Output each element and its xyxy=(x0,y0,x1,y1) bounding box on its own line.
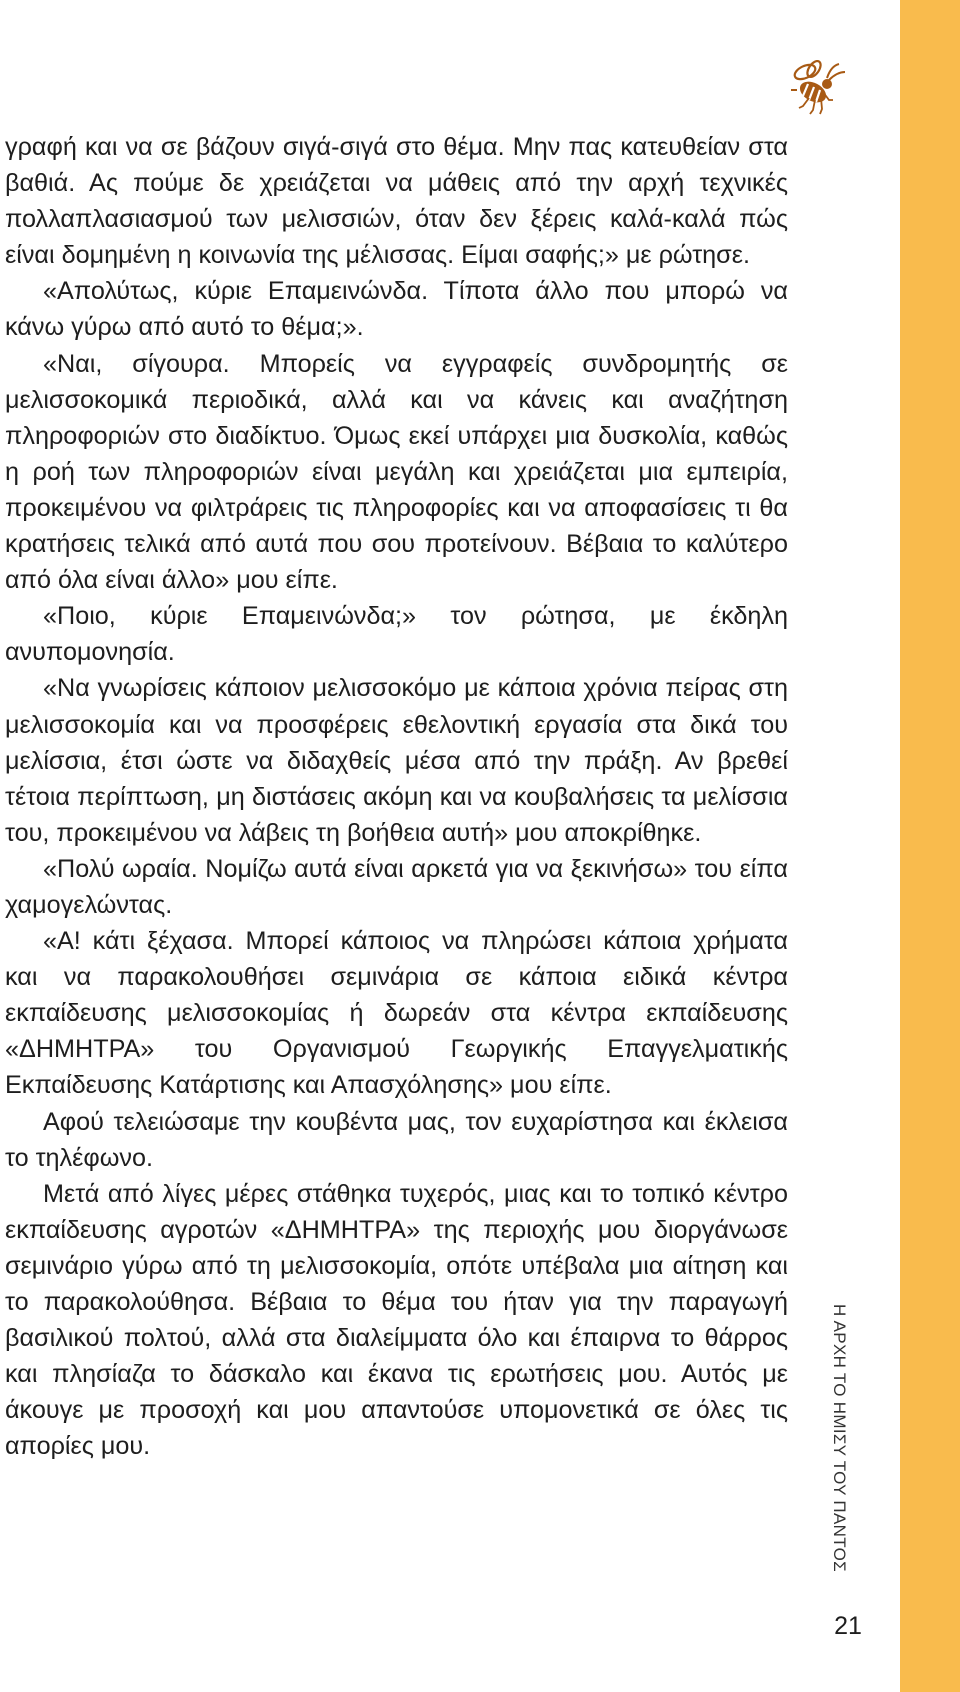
paragraph: «Ναι, σίγουρα. Μπορείς να εγγραφείς συνδρομητής σε μελισσοκομικά περιοδικά, αλλά και να κάνεις και αναζήτηση πληροφοριών στο διαδίκτυο. Όμως εκεί υπάρχει μια δυσκολία, καθώς η ροή των πληροφοριών είναι μεγάλη και χρειάζεται μια εμπειρία, προκειμένου να φιλτράρεις τις πληροφορίες και να αποφασίσεις τι θα κρατήσεις τελικά από αυτά που σου προτείνουν. Βέβαια το καλύτερο από όλα είναι άλλο» μου είπε. xyxy=(5,349,788,595)
paragraph: γραφή και να σε βάζουν σιγά-σιγά στο θέμα. Μην πας κατευθείαν στα βαθιά. Ας πούμε δε χρειάζεται να μάθεις από την αρχή τεχνικές πολλαπλασιασμού των μελισσιών, όταν δεν ξέρεις καλά-καλά πώς είναι δομημένη η κοινωνία της μέλισσας. Είμαι σαφής;» με ρώτησε. xyxy=(5,133,788,270)
paragraph: «Α! κάτι ξέχασα. Μπορεί κάποιος να πληρώσει κάποια χρήματα και να παρακολουθήσει σεμινάρια σε κάποια ειδικά κέντρα εκπαίδευσης μελισσοκομίας ή δωρεάν στα κέντρα εκπαίδευσης «ΔΗΜΗΤΡΑ» του Οργανισμού Γεωργικής Επαγγελματικής Εκπαίδευσης Κατάρτισης και Απασχόλησης» μου είπε. xyxy=(5,927,788,1100)
paragraph: «Πολύ ωραία. Νομίζω αυτά είναι αρκετά για να ξεκινήσω» του είπα χαμογελώντας. xyxy=(5,854,788,919)
running-title-text: Η ΑΡΧΗ ΤΟ ΗΜΙΣΥ ΤΟΥ ΠΑΝΤΟΣ xyxy=(830,1304,849,1572)
body-text xyxy=(5,129,788,1464)
paragraph: «Απολύτως, κύριε Επαμεινώνδα. Τίποτα άλλο που μπορώ να κάνω γύρω από αυτό το θέμα;». xyxy=(5,277,788,342)
paragraph: «Να γνωρίσεις κάποιον μελισσοκόμο με κάποια χρόνια πείρας στη μελισσοκομία και να προσφέρεις εθελοντική εργασία στα δικά του μελίσσια, έτσι ώστε να διδαχθείς μέσα από την πράξη. Αν βρεθεί τέτοια περίπτωση, μη διστάσεις ακόμη και να κουβαλήσεις τα μελίσσια του, προκειμένου να λάβεις τη βοήθεια αυτή» μου αποκρίθηκε. xyxy=(5,674,788,847)
bee-icon xyxy=(783,60,847,120)
page-edge-strip xyxy=(900,0,960,1692)
page-number: 21 xyxy=(834,1612,862,1640)
paragraph: Μετά από λίγες μέρες στάθηκα τυχερός, μιας και το τοπικό κέντρο εκπαίδευσης αγροτών «ΔΗΜΗΤΡΑ» της περιοχής μου διοργάνωσε σεμινάριο γύρω από τη μελισσοκομία, οπότε υπέβαλα μια αίτηση και το παρακολούθησα. Βέβαια το θέμα του ήταν για την παραγωγή βασιλικού πολτού, αλλά στα διαλείμματα όλο και έπαιρνα το θάρρος και πλησίαζα το δάσκαλο και έκανα τις ερωτήσεις μου. Αυτός με άκουγε με προσοχή και μου απαντούσε υπομονετικά σε όλες τις απορίες μου. xyxy=(5,1179,788,1461)
paragraph: Αφού τελειώσαμε την κουβέντα μας, τον ευχαρίστησα και έκλεισα το τηλέφωνο. xyxy=(5,1107,788,1172)
paragraph: «Ποιο, κύριε Επαμεινώνδα;» τον ρώτησα, με έκδηλη ανυπομονησία. xyxy=(5,602,788,667)
